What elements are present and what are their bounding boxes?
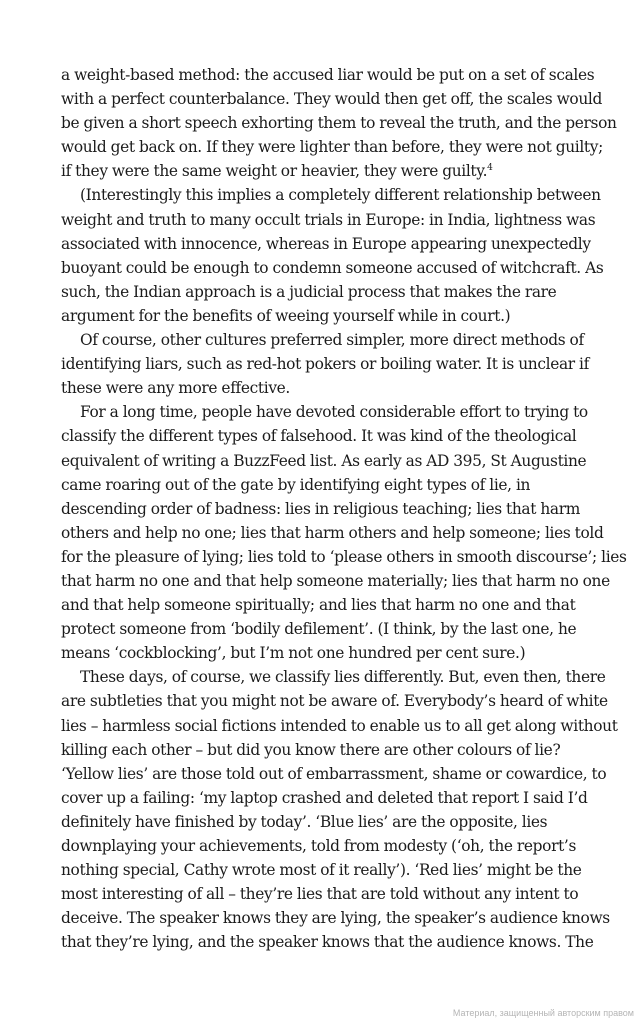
text-line-content: such, the Indian approach is a judicial process that makes the rare — [61, 282, 557, 301]
text-line — [61, 63, 595, 87]
text-line — [61, 256, 604, 280]
text-line-content: and that help someone spiritually; and lies that harm no one and that — [61, 596, 576, 615]
text-line — [61, 521, 604, 545]
text-line-content: ‘Yellow lies’ are those told out of embarrassment, shame or cowardice, to — [61, 764, 607, 783]
text-line-content: nothing special, Cathy wrote most of it really’). ‘Red lies’ might be the — [61, 861, 582, 880]
text-line — [61, 135, 603, 159]
text-line — [61, 593, 581, 617]
body-text — [61, 63, 627, 954]
text-line-content: (Interestingly this implies a completely different relationship between — [80, 186, 601, 205]
text-line — [61, 232, 591, 256]
text-line-content: buoyant could be enough to condemn someone accused of witchcraft. As — [61, 258, 604, 277]
text-line-content: weight and truth to many occult trials in Europe: in India, lightness was — [61, 210, 596, 229]
text-line-content: identifying liars, such as red-hot pokers or boiling water. It is unclear if — [61, 355, 589, 374]
text-line-content: others and help no one; lies that harm others and help someone; lies told — [61, 523, 604, 542]
text-line — [61, 882, 581, 906]
text-line — [61, 208, 596, 232]
text-line — [61, 786, 588, 810]
text-line — [61, 834, 581, 858]
text-line-content: that they’re lying, and the speaker knows that the audience knows. The — [61, 933, 594, 952]
text-line-content: came roaring out of the gate by identifying eight types of lie, in — [61, 475, 531, 494]
text-line-content: For a long time, people have devoted considerable effort to trying to — [80, 403, 588, 422]
text-line — [61, 569, 610, 593]
text-line — [61, 304, 581, 328]
text-line — [61, 930, 594, 954]
text-line-content: These days, of course, we classify lies differently. But, even then, there — [80, 668, 606, 687]
text-line-content: killing each other – but did you know there are other colours of lie? — [61, 740, 561, 759]
text-line-content: a weight-based method: the accused liar would be put on a set of scales — [61, 66, 595, 84]
text-line-content: with a perfect counterbalance. They would then get off, the scales would — [61, 90, 602, 109]
text-line — [61, 545, 627, 569]
text-line — [61, 87, 602, 111]
text-line — [61, 665, 606, 689]
text-line — [61, 183, 601, 207]
text-line — [61, 159, 581, 183]
text-line — [61, 111, 617, 135]
text-line-content: descending order of badness: lies in religious teaching; lies that harm — [61, 499, 580, 518]
text-line-content: definitely have finished by today’. ‘Blue lies’ are the opposite, lies — [61, 812, 548, 831]
copyright-watermark: Материал, защищенный авторским правом — [452, 1008, 634, 1018]
text-line — [61, 400, 588, 424]
text-line — [61, 328, 584, 352]
text-line-content: these were any more effective. — [61, 379, 290, 398]
text-line-content: that harm no one and that help someone materially; lies that harm no one — [61, 571, 610, 590]
text-line — [61, 689, 608, 713]
text-line-content: lies – harmless social fictions intended to enable us to all get along without — [61, 716, 618, 735]
text-line — [61, 280, 581, 304]
text-line-content: downplaying your achievements, told from modesty (‘oh, the report’s — [61, 837, 577, 855]
text-line-content: associated with innocence, whereas in Europe appearing unexpectedly — [61, 234, 591, 253]
text-line — [61, 424, 581, 448]
footnote-marker: 4 — [487, 163, 493, 174]
text-line-content: be given a short speech exhorting them to reveal the truth, and the person — [61, 114, 617, 133]
text-line-content: argument for the benefits of weeing yourself while in court.) — [61, 306, 511, 325]
text-line — [61, 738, 581, 762]
text-line — [61, 641, 581, 665]
text-line-content: for the pleasure of lying; lies told to ‘please others in smooth discourse’; lies — [61, 547, 627, 566]
text-line-content: most interesting of all – they’re lies that are told without any intent to — [61, 885, 579, 904]
text-line — [61, 810, 581, 834]
text-line-content: are subtleties that you might not be aware of. Everybody’s heard of white — [61, 692, 608, 711]
text-line — [61, 376, 581, 400]
text-line-content: would get back on. If they were lighter than before, they were not guilty; — [61, 138, 603, 157]
text-line — [61, 449, 587, 473]
text-line-content: equivalent of writing a BuzzFeed list. As early as AD 395, St Augustine — [61, 451, 587, 470]
text-line-content: if they were the same weight or heavier, they were guilty. — [61, 162, 488, 181]
text-line — [61, 352, 589, 376]
text-line-content: protect someone from ‘bodily defilement’. (I think, by the last one, he — [61, 620, 577, 639]
text-line — [61, 473, 581, 497]
text-line — [61, 714, 618, 738]
text-line — [61, 497, 581, 521]
text-line — [61, 906, 610, 930]
text-line-content: classify the different types of falsehood. It was kind of the theological — [61, 427, 577, 446]
text-line-content: means ‘cockblocking’, but I’m not one hundred per cent sure.) — [61, 644, 526, 663]
text-line-content: deceive. The speaker knows they are lying, the speaker’s audience knows — [61, 909, 610, 928]
text-line — [61, 858, 581, 882]
text-line-content: cover up a failing: ‘my laptop crashed and deleted that report I said I’d — [61, 788, 588, 807]
text-line-content: Of course, other cultures preferred simpler, more direct methods of — [80, 331, 584, 350]
text-line — [61, 762, 607, 786]
text-line — [61, 617, 581, 641]
